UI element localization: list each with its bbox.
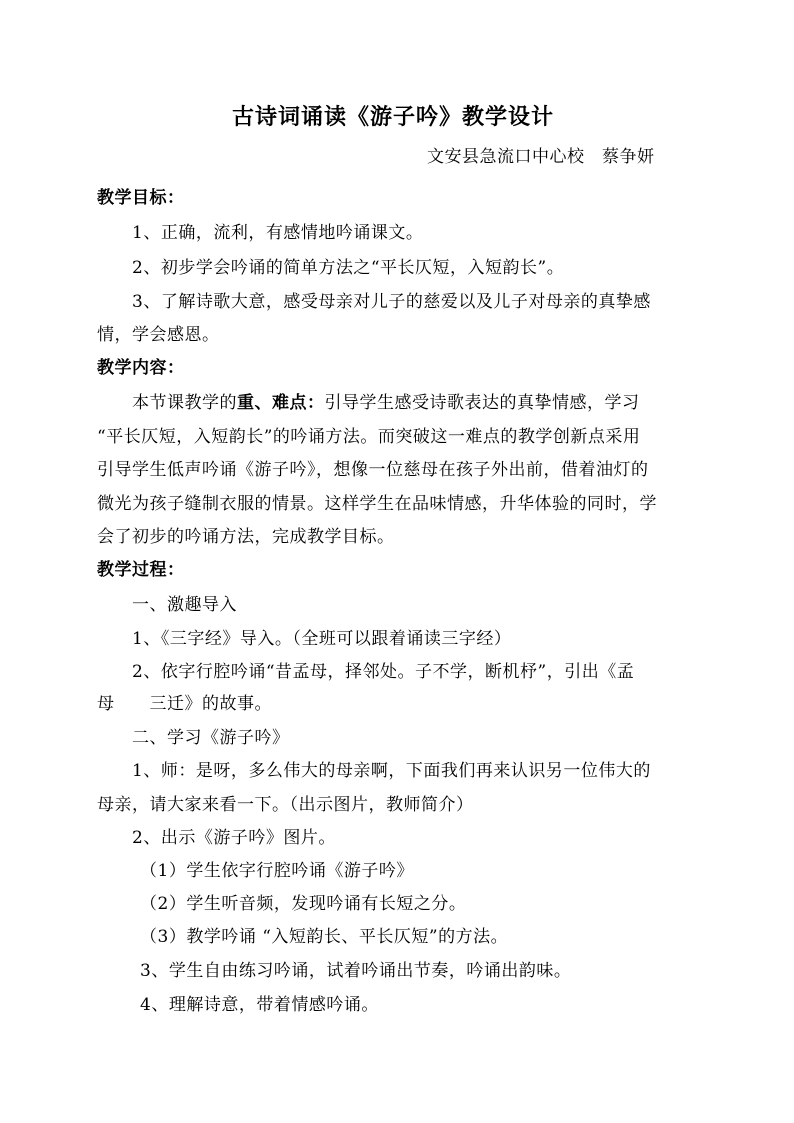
process-heading: 教学过程：	[97, 560, 185, 580]
content-intro	[132, 392, 640, 414]
content-intro-prefix: 本节课教学的	[132, 393, 237, 413]
process-line-4: 母 三迁》的故事。	[97, 694, 272, 714]
goal-item-3: 3、了解诗歌大意，感受母亲对儿子的慈爱以及儿子对母亲的真挚感	[132, 292, 651, 312]
goals-heading: 教学目标：	[97, 188, 185, 208]
process-line-13: 4、理解诗意，带着情感吟诵。	[140, 995, 379, 1015]
process-line-12: 3、学生自由练习吟诵，试着吟诵出节奏，吟诵出韵味。	[140, 961, 572, 981]
content-heading: 教学内容：	[97, 358, 185, 378]
goal-item-2: 2、初步学会吟诵的简单方法之“平长仄短，入短韵长”。	[132, 258, 565, 278]
process-line-5: 二、学习《游子吟》	[132, 728, 290, 748]
goal-item-1: 1、正确，流利，有感情地吟诵课文。	[132, 223, 424, 243]
content-line-3: 微光为孩子缝制衣服的情景。这样学生在品味情感，升华体验的同时，学	[97, 494, 657, 514]
process-line-3: 2、依字行腔吟诵“昔孟母，择邻处。子不学，断机杼”，引出《孟	[132, 662, 635, 682]
content-line-2: 引导学生低声吟诵《游子吟》，想像一位慈母在孩子外出前，借着油灯的	[97, 460, 649, 480]
content-line-4: 会了初步的吟诵方法，完成教学目标。	[97, 527, 395, 547]
content-intro-rest: 引导学生感受诗歌表达的真挚情感，学习	[324, 393, 640, 413]
goal-item-3-continued: 情，学会感恩。	[97, 325, 220, 345]
process-line-2: 1、《三字经》导入。（全班可以跟着诵读三字经）	[132, 629, 512, 649]
content-line-1: “平长仄短，入短韵长”的吟诵方法。而突破这一难点的教学创新点采用	[97, 427, 641, 447]
process-line-7: 母亲，请大家来看一下。（出示图片，教师简介）	[97, 795, 474, 815]
process-line-6: 1、师：是呀，多么伟大的母亲啊，下面我们再来认识另一位伟大的	[132, 761, 651, 781]
process-line-1: 一、激趣导入	[132, 595, 237, 615]
process-line-9: （1）学生依字行腔吟诵《游子吟》	[140, 861, 414, 881]
content-key-difficulty: 重、难点：	[237, 393, 325, 413]
process-line-8: 2、出示《游子吟》图片。	[132, 828, 336, 848]
process-line-10: （2）学生听音频，发现吟诵有长短之分。	[140, 894, 467, 914]
document-title: 古诗词诵读《游子吟》教学设计	[232, 104, 555, 130]
author-line: 文安县急流口中心校 蔡争妍	[427, 147, 655, 167]
process-line-11: （3）教学吟诵 “入短韵长、平长仄短”的方法。	[140, 927, 509, 947]
